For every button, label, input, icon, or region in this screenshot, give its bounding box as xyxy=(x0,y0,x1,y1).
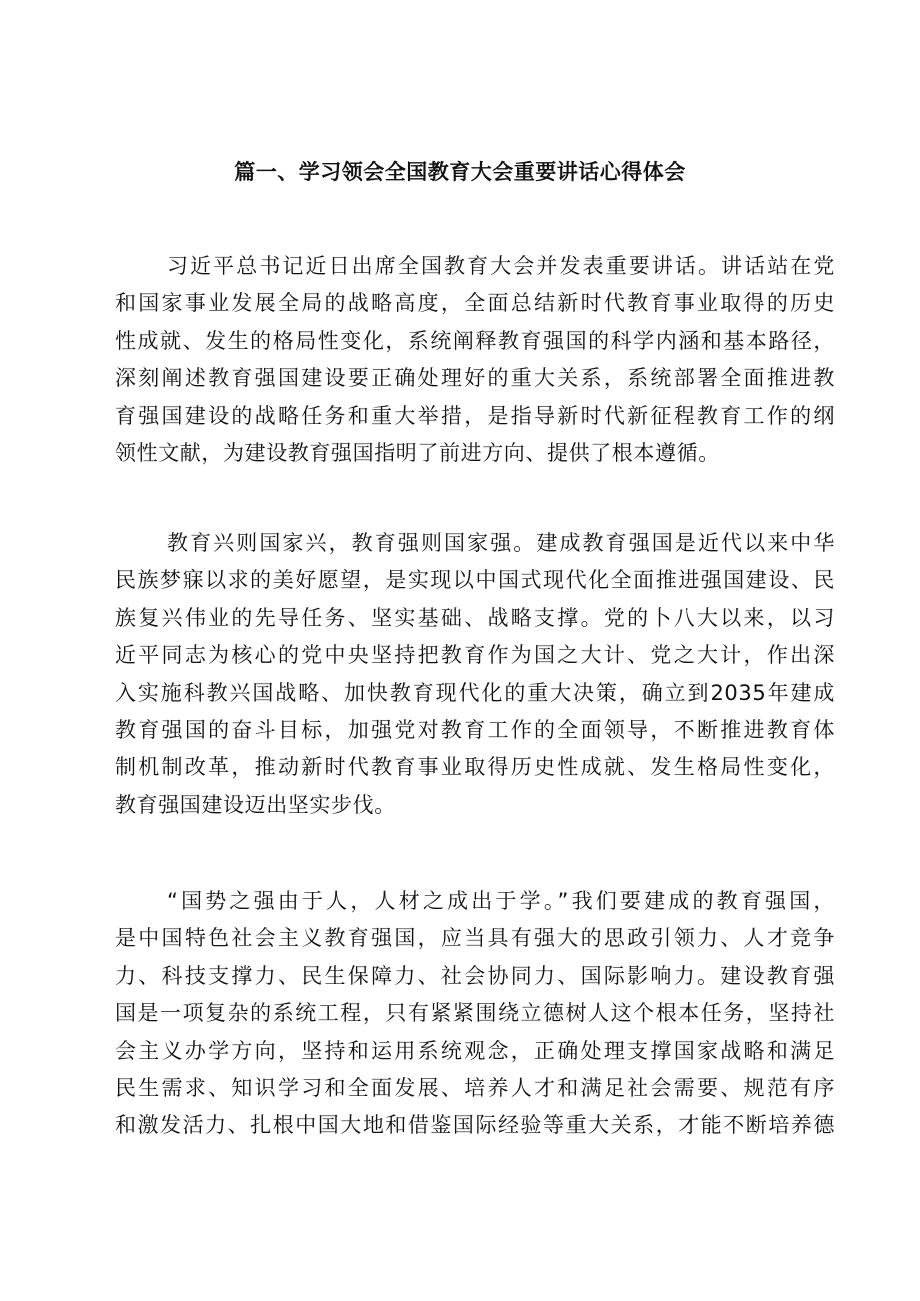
paragraph-line: 和国家事业发展全局的战略高度，全面总结新时代教育事业取得的历史 xyxy=(115,291,835,316)
paragraph-line: 教育强国建设迈出坚实步伐。 xyxy=(115,792,396,817)
paragraph-line: 入实施科教兴国战略、加快教育现代化的重大决策，确立到2035年建成 xyxy=(115,680,835,705)
paragraph-line: 民生需求、知识学习和全面发展、培养人才和满足社会需要、规范有序 xyxy=(115,1076,835,1101)
document-title: 篇一、学习领会全国教育大会重要讲话心得体会 xyxy=(234,160,686,184)
paragraph-line: 习近平总书记近日出席全国教育大会并发表重要讲话。讲话站在党 xyxy=(167,254,835,278)
paragraph-line: 领性文献，为建设教育强国指明了前进方向、提供了根本遵循。 xyxy=(115,441,720,466)
paragraph-1 xyxy=(115,248,835,472)
paragraph-line: 和激发活力、扎根中国大地和借鉴国际经验等重大关系，才能不断培养德 xyxy=(115,1113,835,1138)
paragraph-line: 民族梦寐以求的美好愿望，是实现以中国式现代化全面推进强国建设、民 xyxy=(115,568,835,593)
paragraph-line: 性成就、发生的格局性变化，系统阐释教育强国的科学内涵和基本路径， xyxy=(115,328,835,353)
paragraph-line: 教育强国的奋斗目标，加强党对教育工作的全面领导，不断推进教育体 xyxy=(115,718,835,743)
paragraph-line: 力、科技支撑力、民生保障力、社会协同力、国际影响力。建设教育强 xyxy=(115,963,835,988)
paragraph-line: 制机制改革，推动新时代教育事业取得历史性成就、发生格局性变化， xyxy=(115,755,835,780)
paragraph-line: 教育兴则国家兴，教育强则国家强。建成教育强国是近代以来中华 xyxy=(167,531,835,555)
paragraph-line: 育强国建设的战略任务和重大举措，是指导新时代新征程教育工作的纲 xyxy=(115,403,835,428)
paragraph-line: 国是一项复杂的系统工程，只有紧紧围绕立德树人这个根本任务，坚持社 xyxy=(115,1001,835,1026)
paragraph-line: 近平同志为核心的党中央坚持把教育作为国之大计、党之大计，作出深 xyxy=(115,643,835,668)
paragraph-line: 会主义办学方向，坚持和运用系统观念，正确处理支撑国家战略和满足 xyxy=(115,1038,835,1063)
paragraph-line: 是中国特色社会主义教育强国，应当具有强大的思政引领力、人才竞争 xyxy=(115,926,835,951)
paragraph-line: 深刻阐述教育强国建设要正确处理好的重大关系，系统部署全面推进教 xyxy=(115,366,835,391)
paragraph-2 xyxy=(115,525,835,824)
paragraph-3 xyxy=(115,883,835,1145)
paragraph-line: 族复兴伟业的先导任务、坚实基础、战略支撑。党的卜八大以来，以习 xyxy=(115,605,835,630)
paragraph-line: “国势之强由于人，人材之成出于学。”我们要建成的教育强国， xyxy=(167,889,835,913)
